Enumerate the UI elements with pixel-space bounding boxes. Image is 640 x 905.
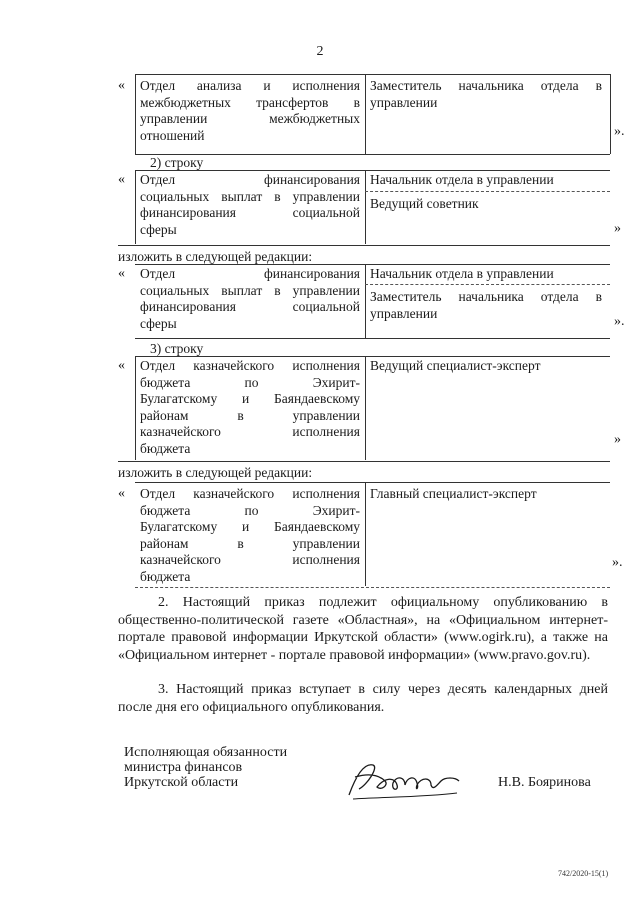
handwritten-signature <box>345 755 465 803</box>
table-border <box>118 461 610 462</box>
table-cell-position: Ведущий советник <box>370 196 479 211</box>
table-border <box>365 284 610 285</box>
paragraph-publication: 2. Настоящий приказ подлежит официальному опубликованию в общественно-политической газете «Областная», на «Официальном интернет-портале правовой информации Иркутской области» (www.ogirk.ru), а также на «Официальном интернет - портале правовой информации» (www.pravo.gov.ru). <box>118 595 608 663</box>
close-quote: ». <box>612 555 623 570</box>
table-border <box>135 587 610 588</box>
paragraph-effect: 3. Настоящий приказ вступает в силу через десять календарных дней после дня его официального опубликования. <box>118 682 608 715</box>
cell-line: межбюджетных трансфертов в <box>140 94 360 110</box>
item-label: 3) строку <box>150 341 204 356</box>
table-cell-department <box>140 358 360 457</box>
cell-line: отношений <box>140 127 205 143</box>
table-border <box>135 154 610 155</box>
cell-line: управлении <box>370 94 438 110</box>
table-cell-position: Ведущий специалист-эксперт <box>370 358 541 373</box>
item-label: изложить в следующей редакции: <box>118 465 313 480</box>
table-cell-position <box>370 289 602 322</box>
open-quote: « <box>118 78 125 93</box>
cell-line: Заместитель начальника отдела в <box>370 78 602 93</box>
table-border <box>135 338 610 339</box>
table-border <box>365 356 366 460</box>
cell-line: бюджета по Эхирит- <box>140 502 360 518</box>
table-border <box>610 74 611 154</box>
cell-line: Отдел казначейского исполнения <box>140 486 360 501</box>
cell-line: Отдел финансирования <box>140 172 360 187</box>
cell-line: управлении межбюджетных <box>140 111 360 126</box>
close-quote: » <box>614 221 621 236</box>
cell-line: сферы <box>140 315 177 331</box>
close-quote: » <box>614 432 621 447</box>
cell-line: Булагатскому и Баяндаевскому <box>140 519 360 534</box>
table-border <box>135 74 136 154</box>
open-quote: « <box>118 358 125 373</box>
table-border <box>365 264 366 338</box>
signatory-position <box>124 745 287 790</box>
position-line: министра финансов <box>124 760 243 775</box>
cell-line: Отдел анализа и исполнения <box>140 78 360 93</box>
open-quote: « <box>118 266 125 281</box>
cell-line: казначейского исполнения <box>140 552 360 567</box>
table-cell-position: Главный специалист-эксперт <box>370 486 537 501</box>
cell-line: финансирования социальной <box>140 299 360 314</box>
table-border <box>135 74 610 75</box>
cell-line: бюджета <box>140 568 191 584</box>
table-border <box>135 356 610 357</box>
table-border <box>135 356 136 460</box>
cell-line: сферы <box>140 221 177 237</box>
signatory-name: Н.В. Бояринова <box>498 775 591 790</box>
open-quote: « <box>118 486 125 501</box>
table-border <box>135 170 136 244</box>
cell-line: Булагатскому и Баяндаевскому <box>140 391 360 406</box>
position-line: Исполняющая обязанности <box>124 745 288 760</box>
table-cell-position <box>370 78 602 111</box>
cell-line: финансирования социальной <box>140 205 360 220</box>
cell-line: районам в управлении <box>140 407 360 423</box>
document-code: 742/2020-15(1) <box>558 869 609 878</box>
table-border <box>135 170 610 171</box>
item-label: 2) строку <box>150 155 204 170</box>
table-border <box>365 74 366 154</box>
cell-line: Отдел казначейского исполнения <box>140 358 360 373</box>
cell-line: Отдел финансирования <box>140 266 360 281</box>
page-number: 2 <box>316 44 324 59</box>
table-cell-department <box>140 486 360 585</box>
cell-line: бюджета <box>140 440 191 456</box>
item-label: изложить в следующей редакции: <box>118 249 313 264</box>
close-quote: ». <box>614 124 625 139</box>
table-cell-department <box>140 172 360 238</box>
table-border <box>365 482 366 586</box>
cell-line: Заместитель начальника отдела в <box>370 289 602 304</box>
open-quote: « <box>118 172 125 187</box>
table-cell-department <box>140 78 360 144</box>
cell-line: управлении <box>370 305 438 321</box>
cell-line: социальных выплат в управлении <box>140 188 360 204</box>
table-border <box>365 170 366 244</box>
table-border <box>135 482 610 483</box>
cell-line: казначейского исполнения <box>140 424 360 439</box>
table-cell-department <box>140 266 360 332</box>
table-border <box>135 264 610 265</box>
close-quote: ». <box>614 314 625 329</box>
cell-line: бюджета по Эхирит- <box>140 374 360 390</box>
position-line: Иркутской области <box>124 775 239 790</box>
table-cell-position: Начальник отдела в управлении <box>370 172 554 187</box>
table-border <box>365 191 610 192</box>
cell-line: социальных выплат в управлении <box>140 282 360 298</box>
table-cell-position: Начальник отдела в управлении <box>370 266 554 281</box>
table-border <box>118 245 610 246</box>
cell-line: районам в управлении <box>140 535 360 551</box>
